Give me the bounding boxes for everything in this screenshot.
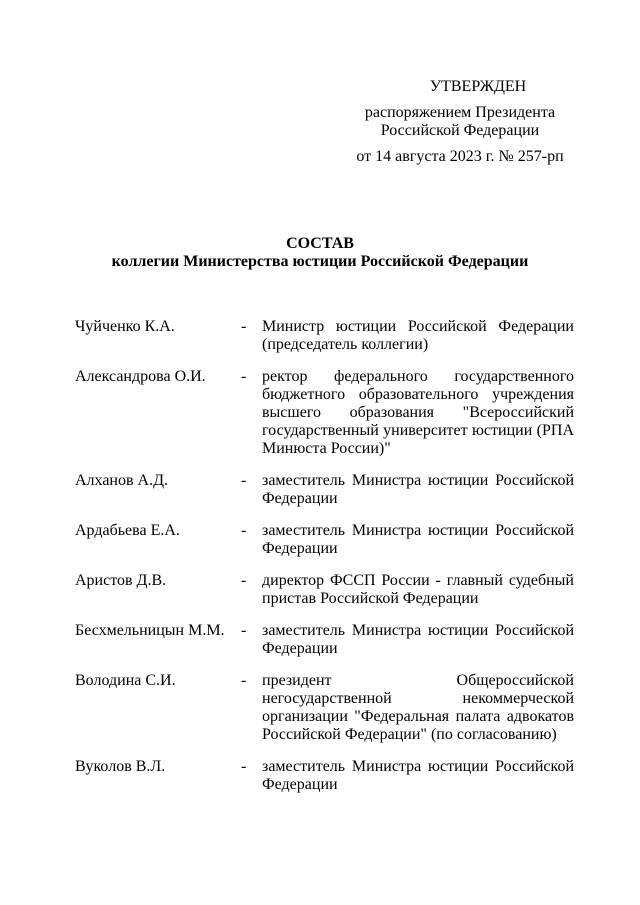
- approval-title: УТВЕРЖДЕН: [429, 78, 527, 95]
- member-dash: -: [241, 622, 247, 639]
- member-name: Володина С.И.: [75, 672, 176, 689]
- member-position: заместитель Министра юстиции Российской Федерации: [262, 758, 574, 793]
- member-row: [0, 572, 640, 608]
- member-position: заместитель Министра юстиции Российской Федерации: [262, 622, 574, 657]
- member-row: [0, 522, 640, 558]
- approval-line-1: распоряжением Президента: [364, 104, 556, 121]
- member-position: Министр юстиции Российской Федерации (председатель коллегии): [262, 318, 574, 353]
- member-position: заместитель Министра юстиции Российской Федерации: [262, 472, 574, 507]
- member-dash: -: [241, 572, 247, 589]
- member-row: [0, 472, 640, 508]
- member-row: [0, 622, 640, 658]
- member-row: [0, 368, 640, 458]
- member-dash: -: [241, 472, 247, 489]
- approval-line-2: Российской Федерации: [380, 122, 540, 139]
- member-position: президент Общероссийской негосударственной некоммерческой организации "Федеральная палата адвокатов Российской Федерации" (по согласованию): [262, 672, 574, 743]
- approval-date: от 14 августа 2023 г. № 257-рп: [356, 148, 564, 165]
- member-position: ректор федерального государственного бюджетного образовательного учреждения высшего образования "Всероссийский государственный университет юстиции (РПА Минюста России)": [262, 368, 574, 457]
- document-title: СОСТАВ: [286, 235, 354, 252]
- member-position: заместитель Министра юстиции Российской Федерации: [262, 522, 574, 557]
- member-row: [0, 318, 640, 354]
- approval-stamp: [340, 78, 580, 166]
- member-dash: -: [241, 368, 247, 385]
- document-subtitle: коллегии Министерства юстиции Российской Федерации: [111, 253, 529, 270]
- member-dash: -: [241, 672, 247, 689]
- member-dash: -: [241, 318, 247, 335]
- member-name: Бесхмельницын М.М.: [75, 622, 225, 639]
- document-heading: [0, 235, 640, 271]
- member-dash: -: [241, 522, 247, 539]
- member-row: [0, 672, 640, 744]
- members-list: [0, 318, 640, 808]
- member-name: Чуйченко К.А.: [75, 318, 175, 335]
- member-dash: -: [241, 758, 247, 775]
- member-name: Алханов А.Д.: [75, 472, 169, 489]
- member-position: директор ФССП России - главный судебный пристав Российской Федерации: [262, 572, 574, 607]
- member-row: [0, 758, 640, 794]
- member-name: Александрова О.И.: [75, 368, 206, 385]
- member-name: Ардабьева Е.А.: [75, 522, 180, 539]
- member-name: Вуколов В.Л.: [75, 758, 166, 775]
- member-name: Аристов Д.В.: [75, 572, 167, 589]
